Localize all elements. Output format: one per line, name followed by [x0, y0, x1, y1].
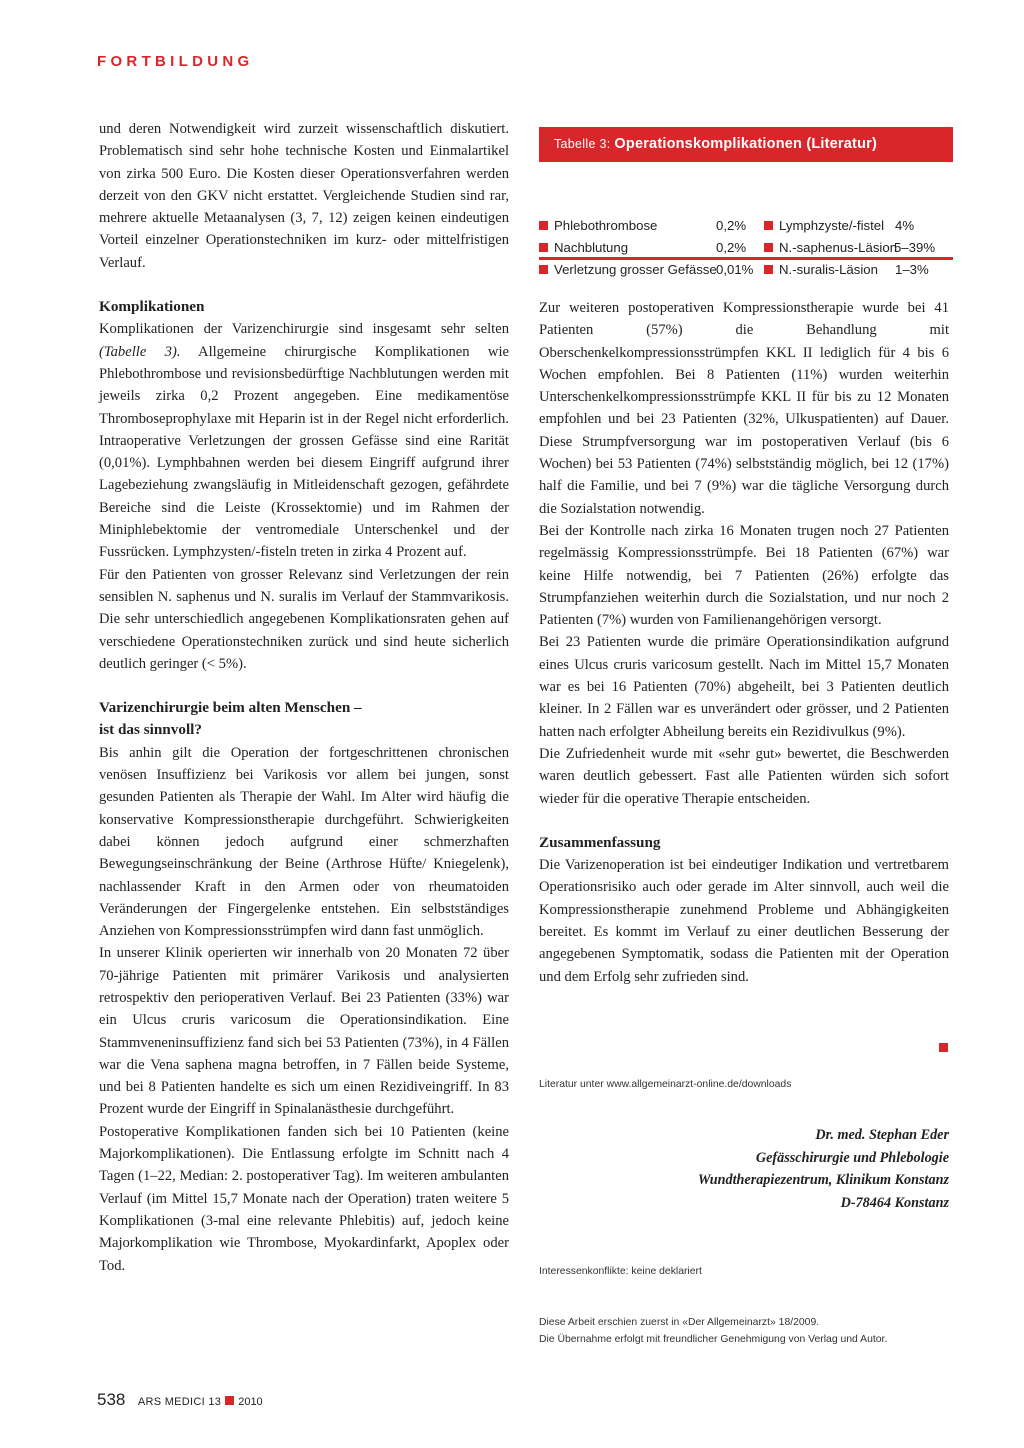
bullet-square-icon	[764, 243, 773, 252]
page-footer	[97, 1390, 263, 1410]
table-cell-name: N.-suralis-Läsion	[779, 262, 878, 277]
complications-paragraph-1: Komplikationen der Varizenchirurgie sind insgesamt sehr selten (Tabelle 3). Allgemeine chirurgische Komplikationen wie Phlebothrombose und revisionsbedürftige Nachblutungen werden mit jeweils zirka 0,2 Prozent angegeben. Eine medikamentöse Thromboseprophylaxe mit Heparin ist in der Regel nicht erforderlich. Intraoperative Verletzungen der grossen Gefässe sind eine Rarität (0,01%). Lymphbahnen werden bei diesem Eingriff aufgrund ihrer Lagebeziehung zwangsläufig in Mitleidenschaft gezogen, gefährdete Bereiche sind die Leiste (Krossektomie) und im Rahmen der Miniphlebektomie der ventromediale Unterschenkel und der Fussrücken. Lymphzysten/-fisteln treten in zirka 4 Prozent auf.	[99, 321, 509, 561]
journal-year: 2010	[238, 1396, 263, 1408]
table-cell-name: Verletzung grosser Gefässe	[554, 262, 717, 277]
table-reference: (Tabelle 3).	[99, 343, 181, 360]
table-cell-name: Nachblutung	[554, 240, 629, 255]
bullet-square-icon	[764, 265, 773, 274]
table-cell-value: 5–39%	[894, 240, 936, 255]
left-column	[99, 118, 509, 1277]
table-row	[539, 218, 953, 240]
origin-note: Diese Arbeit erschien zuerst in «Der Allgemeinarzt» 18/2009. Die Übernahme erfolgt mit freundlicher Genehmigung von Verlag und Autor.	[539, 1317, 888, 1345]
right-paragraph-1: Zur weiteren postoperativen Kompressionstherapie wurde bei 41 Patienten (57%) die Behandlung mit Oberschenkelkompressionsstrümpfen KKL II lediglich für 4 bis 6 Wochen empfohlen. Bei 8 Patienten (11%) wurden weiterhin Unterschenkelkompressionsstrümpfe KKL II für bis zu 12 Monaten empfohlen und bei 23 Patienten (32%, Ulkuspatienten) auf Dauer. Diese Strumpfversorgung war im postoperativen Verlauf (bis 6 Wochen) bei 53 Patienten (74%) selbstständig möglich, bei 12 (17%) half die Familie, und bei 7 (9%) war die tägliche Versorgung durch die Sozialstation notwendig.	[539, 300, 949, 517]
author-block	[560, 1124, 949, 1214]
table-cell-value: 1–3%	[895, 262, 929, 277]
table-cell-value: 0,01%	[716, 262, 754, 277]
right-paragraph-4: Die Zufriedenheit wurde mit «sehr gut» bewertet, die Beschwerden waren deutlich gebessert. Fast alle Patienten würden sich sofort wieder für die operative Therapie entscheiden.	[539, 745, 949, 807]
table-row	[539, 262, 953, 284]
bullet-square-icon	[764, 221, 773, 230]
table-cell-value: 0,2%	[716, 218, 747, 233]
heading-elderly: Varizenchirurgie beim alten Menschen – ist das sinnvoll?	[99, 699, 362, 739]
journal-name: ARS MEDICI 13	[137, 1396, 222, 1408]
author-department: Gefässchirurgie und Phlebologie	[755, 1149, 949, 1166]
table-header	[539, 127, 953, 162]
bullet-square-icon	[539, 243, 548, 252]
heading-summary: Zusammenfassung	[539, 833, 661, 851]
right-paragraph-2: Bei der Kontrolle nach zirka 16 Monaten trugen noch 27 Patienten regelmässig Kompressionsstrümpfe. Bei 18 Patienten (67%) war keine Hilfe notwendig, bei 7 Patienten (26%) erfolgte das Strumpfanziehen weiterhin durch die Sozialstation, und nur noch 2 Patienten (7%) wurden von Familienangehörigen versorgt.	[539, 522, 949, 629]
author-address: D-78464 Konstanz	[840, 1194, 949, 1211]
bullet-square-icon	[539, 265, 548, 274]
table-cell-name: N.-saphenus-Läsion	[779, 240, 898, 255]
elderly-paragraph-1: Bis anhin gilt die Operation der fortgeschrittenen chronischen venösen Insuffizienz bei Varikosis vor allem bei jungen, sonst gesunden Patienten als Therapie der Wahl. Im Alter wird häufig die konservative Kompressionstherapie durchgeführt. Schwierigkeiten dabei können jedoch aufgrund einer schmerzhaften Bewegungseinschränkung der Beine (Arthrose Hüfte/ Kniegelenk), nachlassender Kraft in den Armen oder von rheumatoiden Veränderungen der Fingergelenke entstehen. Ein selbstständiges Anziehen von Kompressionsstrümpfen wird dann fast unmöglich.	[99, 744, 509, 940]
table-row	[539, 240, 953, 262]
table-cell-value: 0,2%	[716, 240, 747, 255]
page-number: 538	[97, 1390, 126, 1409]
heading-complications: Komplikationen	[99, 298, 205, 316]
right-paragraph-3: Bei 23 Patienten wurde die primäre Operationsindikation aufgrund eines Ulcus cruris varicosum gestellt. Nach im Mittel 15,7 Monaten war es bei 16 Patienten (70%) abgeheilt, bei 3 Patienten deutlich kleiner. In 2 Fällen war es unverändert oder grösser, und 2 Patienten hatten nach erfolgter Abheilung bereits ein Rezidivulkus (9%).	[539, 634, 949, 740]
table-title: Operationskomplikationen (Literatur)	[614, 136, 877, 152]
footer-square-icon	[225, 1396, 234, 1405]
complications-paragraph-2: Für den Patienten von grosser Relevanz sind Verletzungen der rein sensiblen N. saphenus und N. suralis im Verlauf der Stammvarikosis. Die sehr unterschiedlich angegebenen Komplikationsraten gehen auf verschiedene Operationstechniken zurück und sind heute sicherlich deutlich geringer (< 5%).	[99, 566, 509, 672]
elderly-paragraph-3: Postoperative Komplikationen fanden sich bei 10 Patienten (keine Majorkomplikationen). Die Entlassung erfolgte im Schnitt nach 4 Tagen (1–22, Median: 2. postoperativer Tag). Im weiteren ambulanten Verlauf (im Mittel 15,7 Monate nach der Operation) traten weitere 5 Komplikationen (3-mal eine relevante Phlebitis) auf, jedoch keine Majorkomplikation wie Thrombose, Myokardinfarkt, Apoplex oder Tod.	[99, 1123, 509, 1274]
author-name: Dr. med. Stephan Eder	[815, 1127, 949, 1143]
conflict-note: Interessenkonflikte: keine deklariert	[539, 1266, 702, 1277]
summary-paragraph: Die Varizenoperation ist bei eindeutiger Indikation und vertretbarem Operationsrisiko auch oder gerade im Alter sinnvoll, auch weil die Kompressionstherapie zunehmend Probleme und Abhängigkeiten bereitet. Es kommt im Verlauf zu einer deutlichen Besserung der angegebenen Symptomatik, sodass die Patienten mit der Operation und dem Erfolg sehr zufrieden sind.	[539, 857, 949, 985]
table-cell-name: Lymphzyste/-fistel	[779, 218, 885, 233]
author-institution: Wundtherapiezentrum, Klinikum Konstanz	[697, 1172, 949, 1188]
table-body	[539, 162, 953, 277]
elderly-paragraph-2: In unserer Klinik operierten wir innerhalb von 20 Monaten 72 über 70-jährige Patienten mit primärer Varikosis und analysierten retrospektiv den perioperativen Verlauf. Bei 23 Patienten (33%) war ein Ulcus cruris varicosum die Operationsindikation. Eine Stammveneninsuffizienz fand sich bei 53 Patienten (73%), in 4 Fällen war die Vena saphena magna betroffen, in 7 Fällen beide Systeme, und bei 8 Patienten handelte es sich um einen Rezidiveingriff. In 83 Prozent wurde der Eingriff in Spinalanästhesie durchgeführt.	[99, 945, 509, 1118]
table-cell-name: Phlebothrombose	[554, 218, 658, 233]
table-cell-value: 4%	[895, 218, 915, 233]
table-label: Tabelle 3:	[554, 137, 611, 151]
end-of-article-square-icon	[939, 1043, 948, 1052]
bullet-square-icon	[539, 221, 548, 230]
complications-table	[539, 127, 953, 277]
right-column	[539, 297, 949, 988]
intro-paragraph: und deren Notwendigkeit wird zurzeit wissenschaftlich diskutiert. Problematisch sind sehr hohe technische Kosten und Einmalartikel von zirka 500 Euro. Die Kosten dieser Operationsverfahren werden derzeit von den GKV nicht erstattet. Vergleichende Studien sind rar, mehrere aktuelle Metaanalysen (3, 7, 12) zeigen keinen eindeutigen Vorteil einzelner Operationstechniken im kurz- oder mittelfristigen Verlauf.	[99, 121, 509, 271]
literature-note: Literatur unter www.allgemeinarzt-online.de/downloads	[539, 1079, 792, 1090]
section-label: FORTBILDUNG	[97, 53, 254, 70]
